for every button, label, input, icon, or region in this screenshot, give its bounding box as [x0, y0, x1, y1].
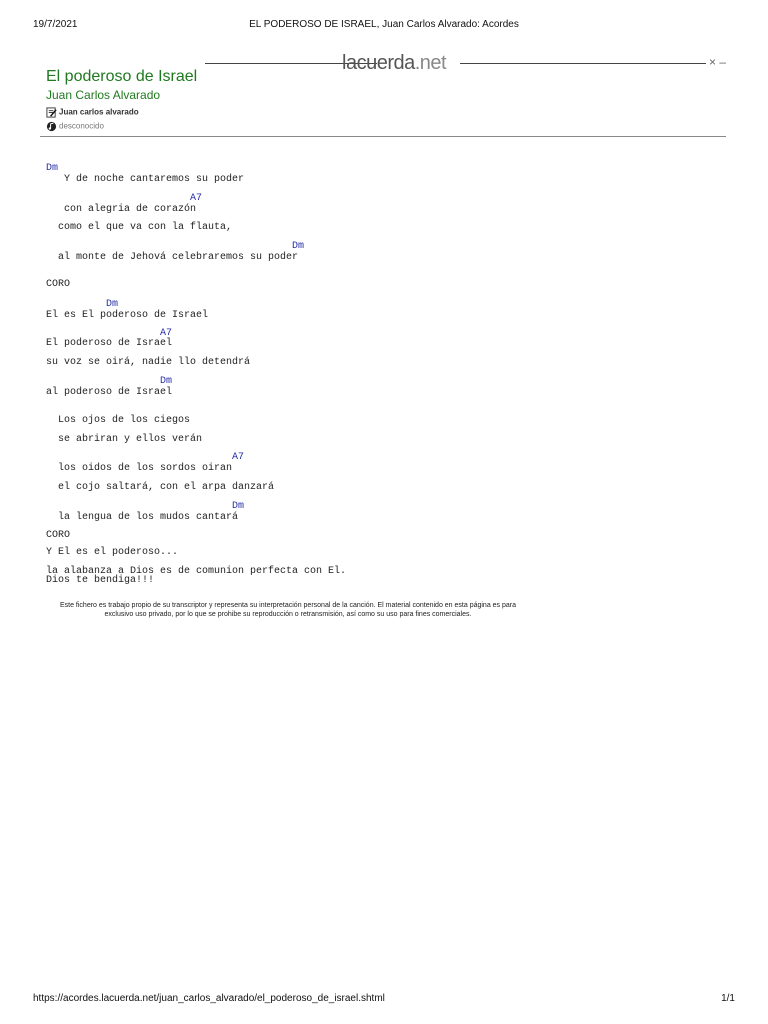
window-controls[interactable]: × –: [708, 55, 726, 69]
lyric-line: la alabanza a Dios es de comunion perfecta con El.: [46, 566, 347, 577]
chord-line[interactable]: A7: [46, 328, 173, 339]
edit-icon: [46, 107, 57, 118]
chord-line[interactable]: A7: [46, 193, 203, 204]
lyric-line: Y de noche cantaremos su poder: [46, 174, 245, 185]
tone-label: desconocido: [59, 121, 104, 131]
chord-line[interactable]: Dm: [46, 163, 59, 174]
lyric-line: El es El poderoso de Israel: [46, 310, 209, 321]
lyric-line: Y El es el poderoso...: [46, 547, 179, 558]
print-document-title: EL PODEROSO DE ISRAEL, Juan Carlos Alvarado: Acordes: [249, 19, 519, 30]
print-page-number: 1/1: [721, 993, 735, 1004]
lyric-line: Los ojos de los ciegos: [46, 415, 191, 426]
song-title[interactable]: El poderoso de Israel: [46, 68, 198, 85]
lyric-line: los oidos de los sordos oiran: [46, 463, 233, 474]
copyright-disclaimer: Este fichero es trabajo propio de su transcriptor y representa su interpretación personal de la canción. El material contenido en esta página es para exclusivo uso privado, por lo que se prohibe su reproducción o retransmisión, así como su uso para fines comerciales.: [59, 602, 517, 618]
lyric-line: con alegria de corazón: [46, 204, 197, 215]
print-url: https://acordes.lacuerda.net/juan_carlos_alvarado/el_poderoso_de_israel.shtml: [33, 993, 385, 1004]
lyric-line: el cojo saltará, con el arpa danzará: [46, 482, 275, 493]
lyric-line: su voz se oirá, nadie llo detendrá: [46, 357, 251, 368]
lacuerda-logo[interactable]: [342, 52, 446, 75]
header-divider: [40, 136, 726, 137]
chord-line[interactable]: A7: [46, 452, 245, 463]
lyric-line: la lengua de los mudos cantará: [46, 512, 239, 523]
tone-row: [46, 121, 104, 132]
song-artist[interactable]: Juan Carlos Alvarado: [46, 88, 161, 102]
chord-line[interactable]: Dm: [46, 299, 119, 310]
print-header: [33, 19, 735, 33]
music-disc-icon: [46, 121, 57, 132]
lyric-line: como el que va con la flauta,: [46, 222, 233, 233]
lyric-line: se abriran y ellos verán: [46, 434, 203, 445]
print-footer: [33, 993, 735, 1007]
logo-suffix: .net: [414, 52, 447, 74]
lyric-line: al monte de Jehová celebraremos su poder: [46, 252, 299, 263]
header-rule-right: [460, 63, 706, 64]
lyric-line: al poderoso de Israel: [46, 387, 173, 398]
transcriber-row: [46, 107, 139, 118]
lyric-line: Dios te bendiga!!!: [46, 575, 155, 586]
transcriber-name[interactable]: Juan carlos alvarado: [59, 107, 139, 117]
print-date: 19/7/2021: [33, 19, 78, 30]
lyric-line: El poderoso de Israel: [46, 338, 173, 349]
chord-line[interactable]: Dm: [46, 501, 245, 512]
lyric-line: CORO: [46, 530, 71, 541]
chord-line[interactable]: Dm: [46, 241, 305, 252]
logo-text: lacuerda: [342, 52, 415, 74]
lyric-line: CORO: [46, 279, 71, 290]
chord-line[interactable]: Dm: [46, 376, 173, 387]
